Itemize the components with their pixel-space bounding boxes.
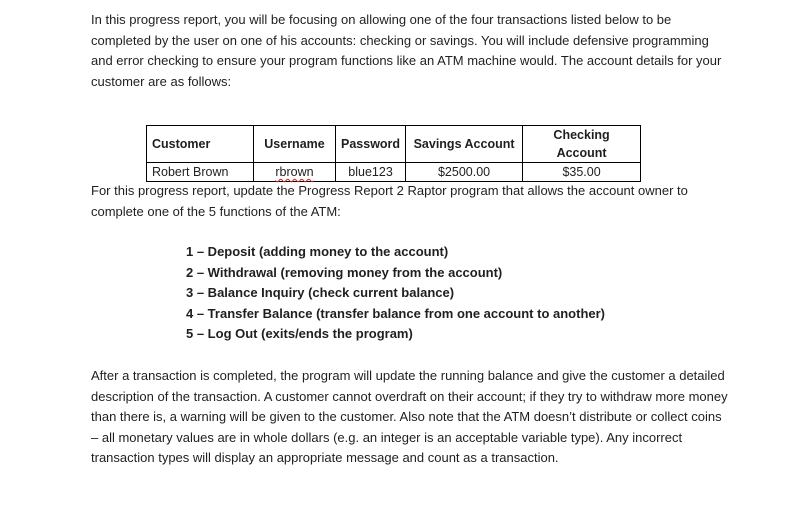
cell-savings-balance: $2500.00	[406, 163, 523, 182]
header-checking-account: Checking Account	[523, 126, 641, 163]
header-username: Username	[254, 126, 336, 163]
update-paragraph: For this progress report, update the Progress Report 2 Raptor program that allows the account owner to complete one of the 5 functions of the ATM:	[91, 183, 688, 219]
header-savings-account: Savings Account	[406, 126, 523, 163]
list-item: 1 – Deposit (adding money to the account)	[186, 244, 449, 259]
table-header-row	[147, 126, 641, 163]
cell-customer: Robert Brown	[147, 163, 254, 182]
atm-function-list	[186, 242, 605, 345]
header-customer: Customer	[147, 126, 254, 163]
cell-password: blue123	[336, 163, 406, 182]
username-value: rbrown	[275, 165, 314, 179]
after-transaction-paragraph: After a transaction is completed, the program will update the running balance and give the customer a detailed description of the transaction. A customer cannot overdraft on their account; if they try to withdraw more money than there is, a warning will be given to the customer. Also note that the ATM doesn’t distribute or collect coins – all monetary values are in whole dollars (e.g. an integer is an acceptable variable type). Any incorrect transaction types will display an appropriate message and count as a transaction.	[91, 368, 728, 466]
list-item: 5 – Log Out (exits/ends the program)	[186, 326, 413, 342]
cell-checking-balance: $35.00	[523, 163, 641, 182]
intro-paragraph: In this progress report, you will be focusing on allowing one of the four transactions listed below to be completed by the user on one of his accounts: checking or savings. You will include defensive programming and error checking to ensure your program functions like an ATM machine would. The account details for your customer are as follows:	[91, 12, 722, 89]
cell-username	[254, 163, 336, 182]
header-password: Password	[336, 126, 406, 163]
table-row	[147, 163, 641, 182]
list-item: 2 – Withdrawal (removing money from the account)	[186, 264, 503, 280]
list-item: 4 – Transfer Balance (transfer balance from one account to another)	[186, 305, 606, 321]
account-details-table	[146, 125, 641, 182]
list-item: 3 – Balance Inquiry (check current balance)	[186, 285, 455, 301]
